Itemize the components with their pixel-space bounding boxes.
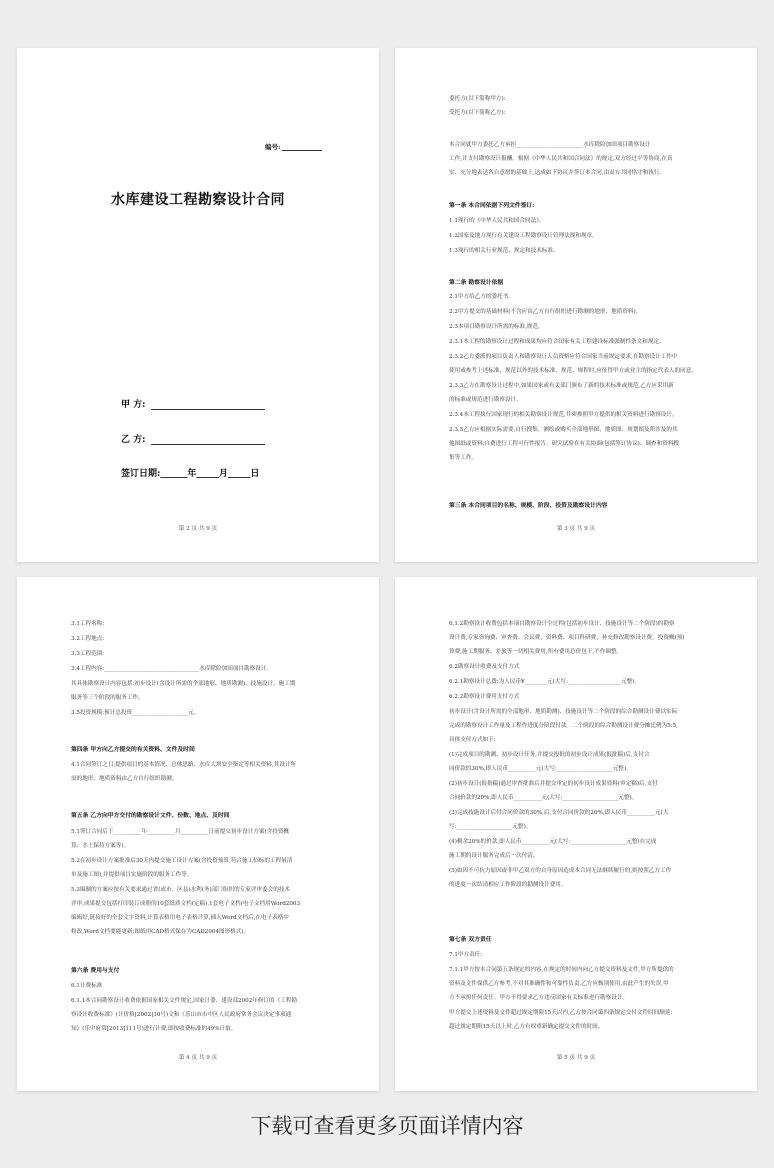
text-line: 合同价款的20%,即人民币__________元(大写:____________________元整)。 [449, 795, 638, 801]
text-line: 甲方提交上述资料及文件超过规定期限15天以内,乙方按合同第四条规定交付文件时间顺延; [449, 1010, 673, 1016]
contract-number: 编号: [265, 142, 322, 151]
text-line: 评审,成果提交包括打印装订成册的10套纸质文档(定稿),1套电子文档(电子文档用Word2003 [71, 901, 301, 907]
text-line: 2.3本项目勘察设计所需的标准,规范。 [449, 324, 544, 330]
page-2-cover [17, 48, 379, 562]
text-line: 1.3现行的相关行业规范、规定和技术标准。 [449, 248, 559, 254]
text-line: 5.3编制的方案应按有关要求通过省(或市、区县)水利(务)部门组织的专家评审委会的技术 [71, 887, 291, 893]
article-1-heading: 第一条 本合同依据下列文件签订: [449, 203, 535, 209]
text-line: 6.1.1本合同勘察设计收费依据国家相关文件规定,国家计委、建设部2002年修订的《工程勘 [71, 998, 298, 1004]
party-a-line: 甲 方: [121, 397, 265, 410]
text-line: 6.1.2勘察设计收费包括本项目勘察设计全过程(包括初步设计、技施设计等二个阶段)的勘察 [449, 621, 675, 627]
text-line: 工作,并支付勘察设计报酬。根据《中华人民共和国合同法》的规定,双方经过平等协商,在真 [449, 156, 673, 162]
text-line: 单及施工图),并提供项目实施阶段的服务工作等。 [71, 872, 193, 878]
text-line: 3.4工程内容:__________________________________水库除险加固项目勘察设计。 [71, 666, 272, 672]
text-line: 6.2.2勘察设计费用支付方式 [449, 694, 520, 700]
text-line: 的标准或规范进行勘察设计。 [449, 397, 522, 403]
text-line: 2.2甲方提交的基础材料(不含应由乙方自行组织进行勘测的地形、地质资料)。 [449, 309, 642, 315]
article-2-heading: 第二条 勘察设计依据 [449, 280, 504, 286]
text-line: 使用或参考上述标准、规范以外的技术标准、规范、规程时,应征得甲方或业主的指定代表人的同意。 [449, 368, 697, 374]
text-line: 6.2.1勘察设计总费:为人民币¥________元(大写:___________________元整)。 [449, 679, 640, 685]
text-line: 3.2工程地点: [71, 636, 105, 642]
text-line: (4)剩余20%的价款,即人民币__________元(大写:____________________元整)在完成 [449, 839, 657, 845]
text-line: 超过规定期限15天以上时,乙方有权重新确定提交文件的时间。 [449, 1024, 604, 1030]
text-line: 2.3.5乙方应根据实际需要,自行搜集、测绘或购买全部地形图、地质图、规划图及所涉及的其 [449, 427, 678, 433]
page-5 [395, 577, 757, 1091]
sign-date: 签订日期:______年_____月_____日 [121, 469, 260, 479]
text-line: 需的地形、地质资料由乙方自行组织勘测。 [71, 776, 178, 782]
text-line: 2.3.3乙方在勘察设计过程中,如果国家或有关部门颁布了新的技术标准或规范,乙方应采用新 [449, 383, 674, 389]
contract-title: 水库建设工程勘察设计合同 [111, 192, 285, 208]
text-line: (1)完成项目的勘测、初步设计任务,并提交报批的初步设计成果(报批稿)后,支付合 [449, 752, 650, 758]
page-footer: 第 4 页 共 9 页 [178, 1055, 218, 1061]
text-line: 6.2勘察设计收费及支付方式 [449, 664, 520, 670]
text-line: 的进度一次结清相应工作阶段的勘测设计费用。 [449, 882, 567, 888]
text-line: 同价款的30%,即人民币__________元(大写:____________________元整)。 [449, 766, 632, 772]
text-line: 服务等三个阶段的服务工作。 [71, 695, 144, 701]
download-caption: 下载可查看更多页面详情内容 [250, 1114, 524, 1138]
text-line: 本合同就甲方委托乙方承担________________________水库除险加固项目勘察设计 [449, 142, 651, 148]
article-7-heading: 第七条 双方责任 [449, 937, 492, 943]
text-line: 察设计收费标准》(计价格[2002]10号)文和《乐山市市中区人民政府常务会议决定事项通 [71, 1012, 292, 1018]
text-line: 受托方(以下简称乙方): [449, 110, 506, 116]
text-line: 资料及文件保供乙方参考,不对其准确性和可靠性负责,乙方应甄别使用,由此产生的失误,甲 [449, 981, 669, 987]
text-line: 2.3.2乙方委派的项目负责人和勘察设计人员资格应符合国家当前规定要求,在勘察设计工作中 [449, 354, 678, 360]
text-line: 4.1合同签订之日,提供项目的基本情况、总体思路、水库大坝安全鉴定等相关资料,其设计所 [71, 762, 297, 768]
text-line: 5.1签订合同后于__________年__________月__________日前提交初步设计方案(含投资概 [71, 829, 290, 835]
text-line: 集等工作。 [449, 455, 477, 461]
text-line: 知》(乐中府常[2013]111号)进行计费,即按收费标准的49%计取。 [71, 1026, 237, 1032]
text-line: 3.1工程名称: [71, 621, 105, 627]
text-line: (3)完成技施设计后付合同价款的30%,后,支付合同价款的20%,即人民币__________元(大 [449, 810, 669, 816]
text-line: 3.3工程范围: [71, 651, 105, 657]
text-line: 施工期的设计服务完成后一次付清。 [449, 853, 539, 859]
text-line: 3.5投资规模:预计总投资____________________元。 [71, 710, 200, 716]
article-4-heading: 第四条 甲方向乙方提交的有关资料、文件及时间 [71, 747, 195, 753]
text-line: 算、水土保持方案等)。 [71, 843, 130, 849]
article-6-heading: 第六条 费用与支付 [71, 968, 120, 974]
text-line: 实、充分地表达各自意愿的基础上,达成如下协议并签订本合同,由双方共同恪守和执行。 [449, 170, 666, 176]
page-footer: 第 5 页 共 9 页 [556, 1055, 596, 1061]
text-line: 2.3.1本工程的勘察设计过程和成果均应符合国家有关工程建设标准强制性条文和规定。 [449, 339, 665, 345]
text-line: (2)初步设计(报批稿)通过审查批准后并提交审定的初步设计成果资料(审定稿)后,支付 [449, 781, 658, 787]
text-line: 其具体勘察设计内容包括:初步设计(含设计所需的全部地形、地质勘测)、技施设计、施工期 [71, 681, 296, 687]
text-line: 完成的勘察设计工作量及工程作进度分阶段付款。二个阶段的综合勘测设计费分摊比例为5:5, [449, 723, 678, 729]
text-line: 委托方(以下简称甲方): [449, 96, 506, 102]
page-footer: 第 3 页 共 9 页 [556, 526, 596, 532]
text-line: 算费,施工期服务、差旅等一切相关费用,所有费用总价包干,不作调整。 [449, 649, 623, 655]
article-3-heading: 第三条 本合同项目的名称、规模、阶段、投资及勘察设计内容 [449, 503, 608, 509]
text-line: (5)如因不可抗力原因或非甲乙双方的自身原因造成本合同无法继续履行的,则按照乙方工作 [449, 868, 672, 874]
text-line: 2.3.4本工程执行国家现行的相关勘察设计规范,并须参照甲方提供的相关资料进行勘察设计。 [449, 412, 678, 418]
text-line: 7.1.1甲方按本合同第五条规定的内容,在规定的时间内向乙方提交资料及文件,甲方所提供的 [449, 967, 674, 973]
text-line: 写:____________________元整)。 [449, 824, 532, 830]
text-line: 初步设计(含设计所需的全部地形、地质勘测)、技施设计等二个阶段的综合勘测设计费以实际 [449, 709, 678, 715]
text-line: 修改,Word文档要能更新;图纸用CAD格式保存为CAD2004图形格式)。 [71, 929, 250, 935]
party-b-line: 乙 方: [121, 432, 265, 445]
page-3 [395, 48, 757, 562]
page-4 [17, 577, 379, 1091]
text-line: 具体支付方式如下: [449, 737, 496, 743]
page-footer: 第 2 页 共 9 页 [178, 526, 218, 532]
text-line: 1.2国家及地方现行有关建设工程勘察设计管理法规和规章。 [449, 233, 598, 239]
text-line: 1.1现行的《中华人民共和国合同法》。 [449, 218, 545, 224]
text-line: 他图纸或资料;自费进行工程可行性报告、研究试验在有关协调(包括签订协议)、调查和资料搜 [449, 441, 680, 447]
text-line: 5.2在初步设计方案批准后30天内提交施工设计方案(含投资预算,符合施工招标的工程量清 [71, 858, 293, 864]
text-line: 2.1甲方给乙方的委托书。 [449, 294, 514, 300]
text-line: 7.1甲方责任: [449, 952, 483, 958]
text-line: 方不承担任何责任。甲方不得要求乙方违反国家有关标准进行勘察设计。 [449, 995, 629, 1001]
text-line: 设计费,专家咨询费、审查费、会议费、资料费、项目科研费、补充修改勘察设计费、投资概(预) [449, 635, 685, 641]
text-line: 6.1计费标准 [71, 983, 103, 989]
article-5-heading: 第五条 乙方向甲方交付的勘察设计文件、份数、地点、及时间 [71, 813, 230, 819]
text-line: 编辑好,链接好的全套文字资料,计算表格用电子表格计算,插入Word文档后,在电子表格中 [71, 915, 289, 921]
